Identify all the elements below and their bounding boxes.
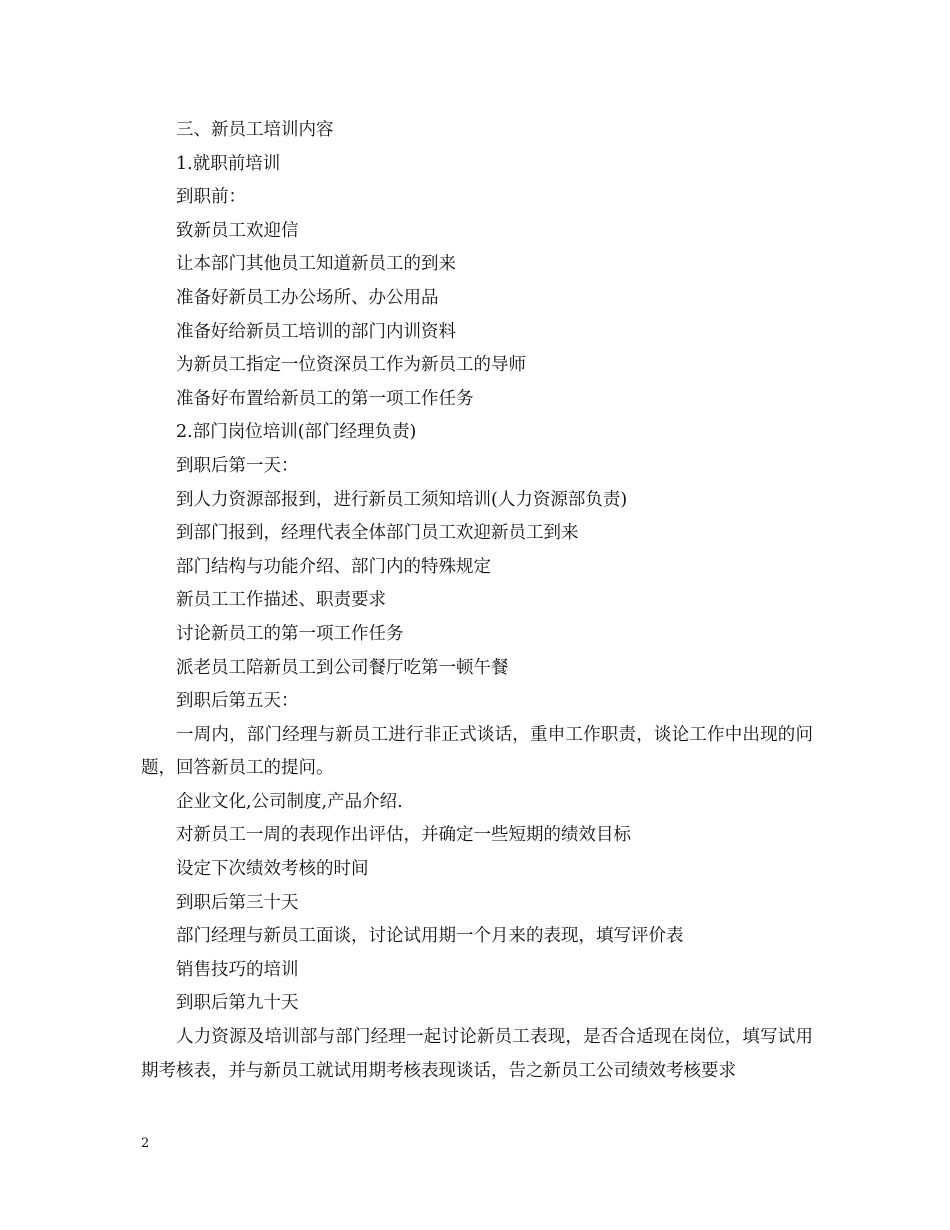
paragraph: 准备好给新员工培训的部门内训资料	[176, 321, 456, 342]
paragraph: 准备好新员工办公场所、办公用品	[176, 287, 439, 308]
paragraph: 一周内，部门经理与新员工进行非正式谈话，重申工作职责，谈论工作中出现的问题，回答新员工的提问。	[141, 724, 813, 779]
paragraph: 新员工工作描述、职责要求	[176, 590, 386, 611]
paragraph: 准备好布置给新员工的第一项工作任务	[176, 388, 474, 409]
paragraph: 派老员工陪新员工到公司餐厅吃第一顿午餐	[176, 657, 509, 678]
section-heading: 三、新员工培训内容	[176, 120, 334, 140]
paragraph: 销售技巧的培训	[176, 959, 299, 980]
document-body	[141, 114, 813, 1088]
paragraph: 到人力资源部报到，进行新员工须知培训(人力资源部负责)	[176, 489, 628, 510]
subsection-heading: 2.部门岗位培训(部门经理负责)	[176, 422, 417, 443]
paragraph: 企业文化,公司制度,产品介绍.	[176, 791, 403, 812]
paragraph: 到职后第五天：	[176, 691, 299, 712]
paragraph: 为新员工指定一位资深员工作为新员工的导师	[176, 355, 526, 376]
paragraph: 到职后第九十天	[176, 993, 299, 1014]
paragraph: 对新员工一周的表现作出评估，并确定一些短期的绩效目标	[176, 825, 631, 846]
paragraph: 到职后第一天：	[176, 455, 299, 476]
paragraph: 讨论新员工的第一项工作任务	[176, 623, 404, 644]
page-number: 2	[141, 1136, 150, 1151]
paragraph: 部门结构与功能介绍、部门内的特殊规定	[176, 556, 491, 577]
paragraph: 到职前：	[176, 187, 246, 208]
paragraph: 人力资源及培训部与部门经理一起讨论新员工表现，是否合适现在岗位，填写试用期考核表，并与新员工就试用期考核表现谈话，告之新员工公司绩效考核要求	[141, 1027, 813, 1081]
paragraph: 到部门报到，经理代表全体部门员工欢迎新员工到来	[176, 523, 579, 544]
paragraph: 让本部门其他员工知道新员工的到来	[176, 254, 456, 275]
paragraph: 到职后第三十天	[176, 892, 299, 913]
paragraph: 部门经理与新员工面谈，讨论试用期一个月来的表现，填写评价表	[176, 926, 684, 947]
paragraph: 致新员工欢迎信	[176, 220, 299, 241]
paragraph: 设定下次绩效考核的时间	[176, 859, 369, 880]
subsection-heading: 1.就职前培训	[176, 153, 281, 174]
